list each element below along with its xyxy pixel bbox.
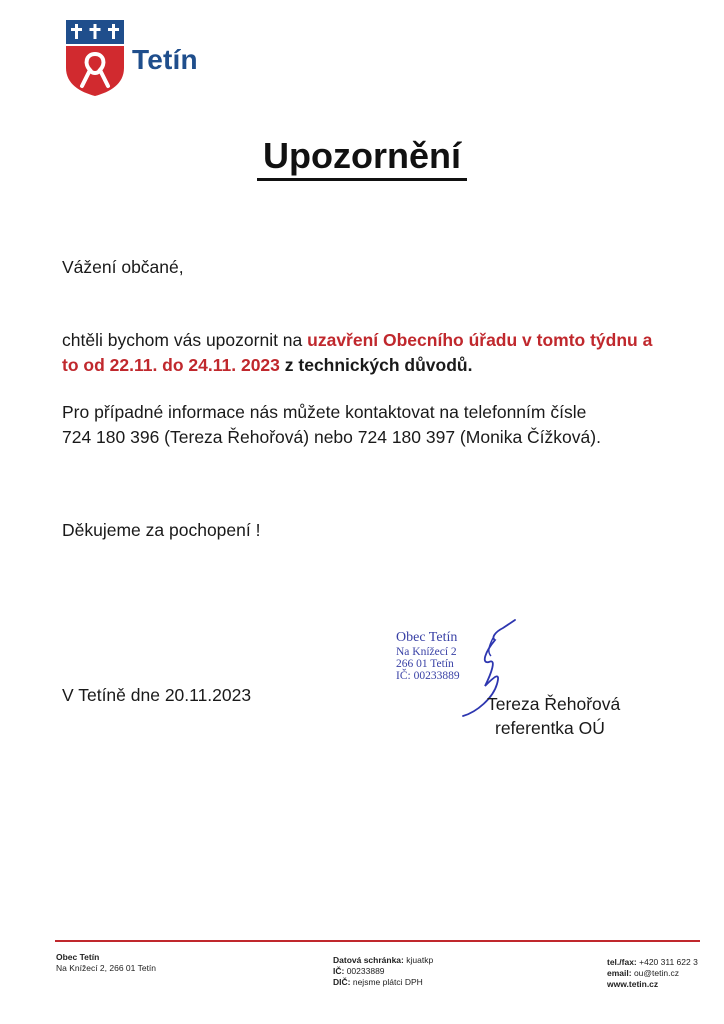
coat-of-arms-icon	[64, 18, 126, 98]
thanks-text: Děkujeme za pochopení !	[62, 520, 261, 540]
footer-dic-value: nejsme plátci DPH	[350, 977, 423, 987]
stamp-line-4: IČ: 00233889	[396, 670, 460, 682]
footer-email-value: ou@tetin.cz	[631, 968, 679, 978]
logo-text: Tetín	[132, 44, 198, 75]
stamp-line-1: Obec Tetín	[396, 630, 458, 645]
footer-ids	[333, 955, 433, 988]
closure-reason: z technických důvodů.	[279, 355, 473, 375]
municipal-logo	[64, 18, 214, 98]
footer-org-address: Na Knížecí 2, 266 01 Tetín	[56, 963, 157, 973]
closure-highlight: uzavření Obecního úřadu v tomto týdnu a to od 22.11. do 24.11. 2023	[62, 330, 653, 375]
footer-ic-label: IČ:	[333, 966, 345, 976]
contact-paragraph	[62, 400, 662, 450]
stamp-line-2: Na Knížecí 2	[396, 646, 457, 658]
footer-website-link[interactable]: www.tetin.cz	[607, 979, 659, 989]
footer-phone-label: tel./fax:	[607, 957, 637, 967]
footer-divider	[55, 940, 700, 942]
stamp-line-3: 266 01 Tetín	[396, 658, 454, 670]
notice-paragraph	[62, 328, 662, 378]
signer-role: referentka OÚ	[495, 718, 605, 738]
footer-contacts	[607, 957, 724, 990]
footer-email-label: email:	[607, 968, 632, 978]
greeting: Vážení občané,	[62, 257, 184, 277]
footer-ic-value: 00233889	[344, 966, 385, 976]
page-title: Upozornění	[0, 135, 724, 177]
footer-org-name: Obec Tetín	[56, 952, 100, 962]
signer-name: Tereza Řehořová	[487, 694, 621, 714]
footer-phone-value: +420 311 622 3	[636, 957, 698, 967]
footer-databox-value: kjuatkp	[403, 955, 434, 965]
place-date: V Tetíně dne 20.11.2023	[62, 685, 252, 705]
signer-block	[487, 692, 620, 740]
footer-address	[56, 952, 156, 974]
footer-dic-label: DIČ:	[333, 977, 351, 987]
footer-databox-label: Datová schránka:	[333, 955, 404, 965]
contact-line-1: Pro případné informace nás můžete kontaktovat na telefonním čísle	[62, 402, 587, 422]
notice-intro: chtěli bychom vás upozornit na	[62, 330, 308, 350]
contact-line-2: 724 180 396 (Tereza Řehořová) nebo 724 180 397 (Monika Čížková).	[62, 427, 601, 447]
